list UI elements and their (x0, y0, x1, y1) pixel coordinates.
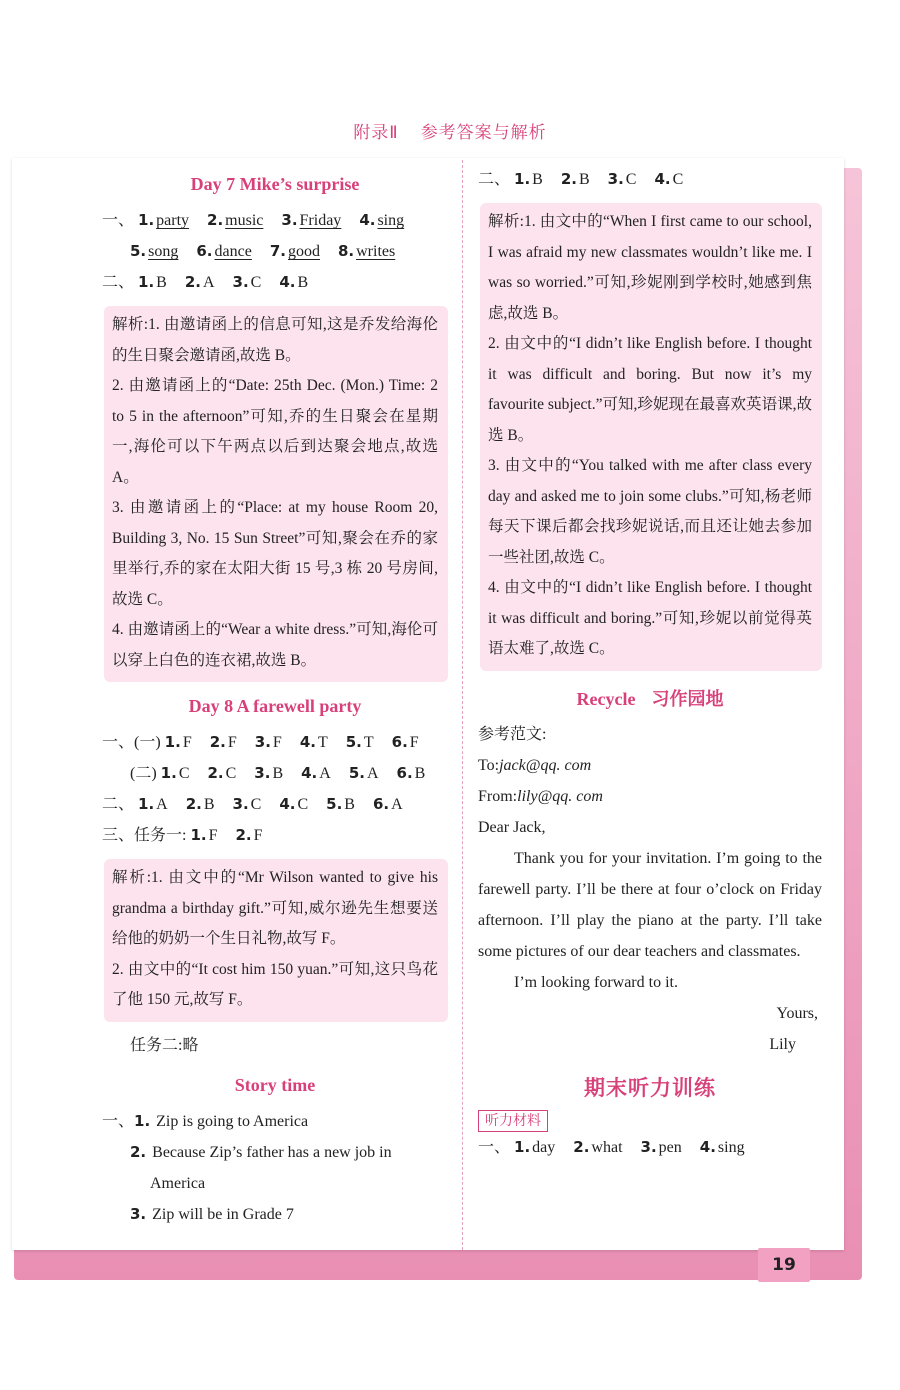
letter-greeting: Dear Jack, (478, 818, 546, 836)
letter-body: Thank you for your invitation. I’m going to the farewell party. I’ll be there at four o’clock on Friday afternoon. I’ll play the piano at the party. I’ll take some pictures of our dear teachers and classmates. (478, 849, 822, 960)
day8-row2: (二) 1. C 2. C 3. B 4. A 5. A 6. B (130, 764, 426, 782)
listening-material-tag-wrap (478, 1110, 822, 1132)
day8-row1: 一、(一) 1. F 2. F 3. F 4. T 5. T 6. F (102, 733, 419, 751)
story-item: America (150, 1174, 206, 1192)
right-analysis (480, 203, 822, 671)
letter-to: To:jack@qq. com (478, 756, 592, 774)
right-row1: 二、 1. B 2. B 3. C 4. C (478, 170, 684, 188)
analysis-item: 3. 由邀请函上的“Place: at my house Room 20, Building 3, No. 15 Sun Street”可知,聚会在乔的家里举行,乔的家在太阳大街 15 号,3 栋 20 号房间,故选 C。 (112, 499, 438, 608)
right-column (478, 160, 822, 1163)
final-row: 一、 1. day 2. what 3. pen 4. sing (478, 1137, 745, 1156)
page-number: 19 (758, 1248, 810, 1282)
day8-analysis (104, 859, 448, 1022)
analysis-item: 解析:1. 由邀请函上的信息可知,这是乔发给海伦的生日聚会邀请函,故选 B。 (112, 316, 438, 364)
day8-row4: 三、任务一: 1. F 2. F (102, 826, 263, 844)
story-item: 3. Zip will be in Grade 7 (130, 1204, 294, 1223)
letter-signature: Lily (769, 1035, 796, 1053)
letter-yours: Yours, (776, 1004, 818, 1022)
day8-task2: 任务二:略 (130, 1036, 199, 1054)
day7-row2: 5. song 6. dance 7. good 8. writes (130, 242, 396, 260)
day7-analysis (104, 306, 448, 682)
analysis-item: 4. 由文中的“I didn’t like English before. I thought it was difficult and boring.”可知,珍妮以前觉得英语太难了,故选 C。 (488, 579, 812, 657)
column-divider (462, 160, 463, 1250)
sample-letter (478, 719, 822, 1060)
story-title: Story time (234, 1074, 316, 1095)
analysis-item: 4. 由邀请函上的“Wear a white dress.”可知,海伦可以穿上白色的连衣裙,故选 B。 (112, 621, 438, 669)
analysis-item: 解析:1. 由文中的“When I first came to our school, I was afraid my new classmates wouldn’t like me. I was so worried.”可知,珍妮刚到学校时,她感到焦虑,故选 B。 (488, 213, 812, 322)
header-title: 参考答案与解析 (420, 123, 547, 143)
day8-row3: 二、 1. A 2. B 3. C 4. C 5. B 6. A (102, 795, 403, 813)
left-column (102, 160, 448, 1230)
day7-title: Day 7 Mike’s surprise (190, 174, 360, 194)
recycle-title: Recycle 习作园地 (576, 688, 724, 709)
analysis-item: 2. 由文中的“I didn’t like English before. I thought it was difficult and boring. But now it’s my favourite subject.”可知,珍妮现在最喜欢英语课,故选 B。 (488, 335, 812, 444)
day7-row1: 一、 1. party 2. music 3. Friday 4. sing (102, 211, 405, 229)
story-item: 2. Because Zip’s father has a new job in (130, 1142, 392, 1161)
analysis-item: 3. 由文中的“You talked with me after class every day and asked me to join some clubs.”可知,杨老师每天下课后都会找珍妮说话,而且还让她去参加一些社团,故选 C。 (488, 457, 812, 566)
page-header (0, 118, 900, 143)
analysis-item: 解析:1. 由文中的“Mr Wilson wanted to give his grandma a birthday gift.”可知,威尔逊先生想要送给他的奶奶一个生日礼物,故写 F。 (112, 869, 438, 947)
day7-row3: 二、 1. B 2. A 3. C 4. B (102, 273, 309, 291)
final-listening-title: 期末听力训练 (584, 1075, 716, 1100)
header-appendix: 附录Ⅱ (353, 123, 399, 143)
story-item: 一、1. Zip is going to America (102, 1111, 309, 1130)
letter-closing: I’m looking forward to it. (514, 973, 678, 991)
letter-from: From:lily@qq. com (478, 787, 603, 805)
analysis-item: 2. 由邀请函上的“Date: 25th Dec. (Mon.) Time: 2 to 5 in the afternoon”可知,乔的生日聚会在星期一,海伦可以下午两点以后到达聚会地点,故选 A。 (112, 377, 438, 486)
letter-ref: 参考范文: (478, 725, 547, 743)
day8-title: Day 8 A farewell party (188, 696, 362, 716)
analysis-item: 2. 由文中的“It cost him 150 yuan.”可知,这只鸟花了他 150 元,故写 F。 (112, 960, 438, 1008)
listening-material-tag: 听力材料 (478, 1110, 548, 1132)
